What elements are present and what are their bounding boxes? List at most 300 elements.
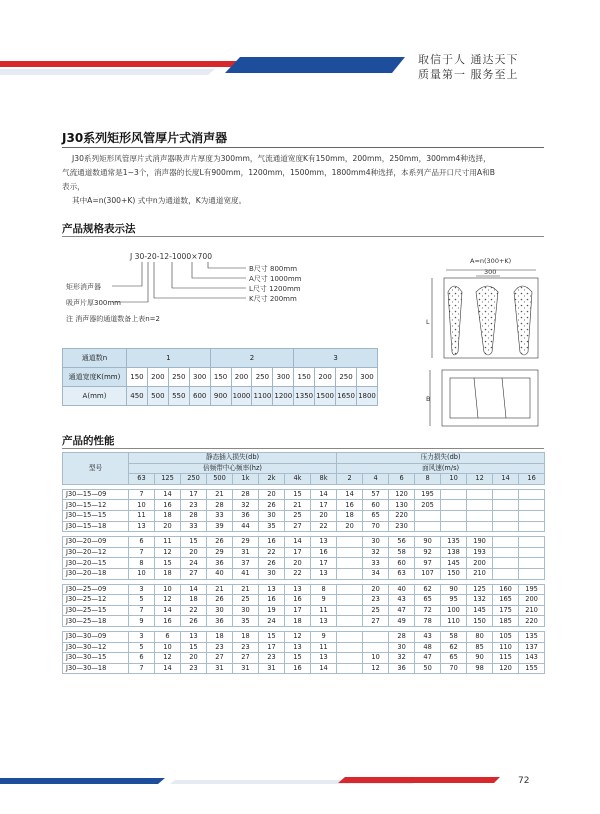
perf-pressure-loss-cell	[519, 558, 545, 569]
perf-pressure-loss-cell	[493, 547, 519, 558]
perf-insert-loss-cell: 10	[129, 500, 155, 511]
code-a: A尺寸 1000mm	[249, 275, 302, 283]
spec-a-cell: 1100	[252, 387, 273, 406]
table-row	[63, 631, 545, 642]
perf-col-octave: 倍频带中心频率(hz)	[129, 463, 337, 474]
perf-pressure-loss-cell: 135	[441, 537, 467, 548]
perf-model-cell: J30—30—18	[63, 663, 129, 674]
perf-model-cell: J30—20—12	[63, 547, 129, 558]
perf-insert-loss-cell: 31	[207, 663, 233, 674]
perf-pressure-loss-cell: 205	[415, 500, 441, 511]
perf-insert-loss-cell: 35	[233, 616, 259, 627]
perf-pressure-loss-cell: 32	[389, 653, 415, 664]
perf-insert-loss-cell: 32	[233, 500, 259, 511]
perf-pressure-loss-cell: 90	[441, 584, 467, 595]
perf-pressure-loss-cell: 62	[441, 642, 467, 653]
perf-pressure-loss-cell	[519, 568, 545, 579]
perf-insert-loss-cell: 35	[259, 521, 285, 532]
perf-col-pressure: 压力损失(db)	[337, 453, 545, 464]
perf-pressure-loss-cell: 145	[441, 558, 467, 569]
spec-a-cell: 500	[147, 387, 168, 406]
perf-insert-loss-cell: 21	[285, 500, 311, 511]
spec-k-cell: 300	[189, 368, 210, 387]
perf-pressure-loss-cell: 80	[467, 631, 493, 642]
perf-model-cell: J30—30—09	[63, 631, 129, 642]
perf-pressure-loss-cell: 43	[415, 631, 441, 642]
perf-pressure-loss-cell: 65	[441, 653, 467, 664]
perf-insert-loss-cell: 44	[233, 521, 259, 532]
perf-insert-loss-cell: 18	[207, 631, 233, 642]
perf-model-cell: J30—25—09	[63, 584, 129, 595]
perf-insert-loss-cell: 14	[155, 489, 181, 500]
perf-pressure-loss-cell: 110	[493, 642, 519, 653]
spec-row-k	[63, 368, 378, 387]
perf-pressure-loss-cell	[519, 537, 545, 548]
perf-pressure-loss-cell	[519, 521, 545, 532]
perf-pressure-loss-cell: 145	[467, 605, 493, 616]
perf-pressure-loss-cell	[441, 500, 467, 511]
spec-k-cell: 150	[210, 368, 231, 387]
perf-insert-loss-cell: 9	[311, 595, 337, 606]
perf-insert-loss-cell: 14	[311, 489, 337, 500]
perf-pressure-loss-cell: 49	[389, 616, 415, 627]
perf-pressure-loss-cell: 25	[363, 605, 389, 616]
perf-insert-loss-cell: 36	[233, 510, 259, 521]
perf-insert-loss-cell: 14	[285, 537, 311, 548]
perf-insert-loss-cell: 33	[181, 521, 207, 532]
perf-insert-loss-cell: 21	[207, 584, 233, 595]
table-row	[63, 521, 545, 532]
perf-model-cell: J30—15—18	[63, 521, 129, 532]
spec-row-n	[63, 349, 378, 368]
perf-insert-loss-cell: 16	[311, 547, 337, 558]
perf-pressure-loss-cell: 107	[415, 568, 441, 579]
perf-pressure-loss-cell: 110	[441, 616, 467, 627]
perf-insert-loss-cell: 6	[155, 631, 181, 642]
perf-pressure-loss-cell: 18	[337, 510, 363, 521]
perf-insert-loss-cell: 29	[207, 547, 233, 558]
perf-header-row-1	[63, 453, 545, 464]
perf-insert-loss-cell: 21	[207, 489, 233, 500]
spec-n-1: 1	[127, 349, 211, 368]
page-number: 72	[518, 776, 530, 786]
table-row	[63, 537, 545, 548]
perf-pressure-loss-cell	[363, 642, 389, 653]
perf-insert-loss-cell: 7	[129, 489, 155, 500]
perf-insert-loss-cell: 20	[259, 489, 285, 500]
perf-insert-loss-cell: 18	[285, 616, 311, 627]
perf-pressure-loss-cell: 120	[493, 663, 519, 674]
spec-label-k: 通道宽度K(mm)	[63, 368, 127, 387]
table-row	[63, 558, 545, 569]
perf-insert-loss-cell: 16	[285, 663, 311, 674]
spec-a-cell: 550	[168, 387, 189, 406]
perf-pressure-loss-cell: 160	[493, 584, 519, 595]
spec-a-cell: 600	[189, 387, 210, 406]
perf-insert-loss-cell: 26	[259, 558, 285, 569]
perf-insert-loss-cell: 17	[181, 489, 207, 500]
perf-insert-loss-cell: 11	[155, 537, 181, 548]
perf-insert-loss-cell: 16	[155, 616, 181, 627]
silencer-diagram	[418, 256, 548, 431]
perf-pressure-loss-cell	[415, 521, 441, 532]
spec-a-cell: 450	[127, 387, 148, 406]
perf-insert-loss-cell: 17	[285, 605, 311, 616]
perf-velocity-header: 16	[519, 474, 545, 485]
spec-k-cell: 300	[273, 368, 294, 387]
perf-insert-loss-cell: 7	[129, 605, 155, 616]
perf-pressure-loss-cell: 40	[389, 584, 415, 595]
perf-heading: 产品的性能	[62, 435, 115, 447]
perf-pressure-loss-cell: 90	[467, 653, 493, 664]
perf-freq-header: 63	[129, 474, 155, 485]
perf-insert-loss-cell: 12	[155, 595, 181, 606]
perf-insert-loss-cell: 23	[207, 642, 233, 653]
perf-pressure-loss-cell: 230	[389, 521, 415, 532]
perf-pressure-loss-cell: 200	[519, 595, 545, 606]
diagram-side-b: B	[426, 395, 431, 403]
perf-pressure-loss-cell: 78	[415, 616, 441, 627]
spec-k-cell: 250	[252, 368, 273, 387]
perf-insert-loss-cell: 19	[259, 605, 285, 616]
perf-insert-loss-cell: 29	[233, 537, 259, 548]
perf-pressure-loss-cell: 143	[519, 653, 545, 664]
perf-insert-loss-cell: 14	[311, 663, 337, 674]
perf-insert-loss-cell: 13	[259, 584, 285, 595]
perf-insert-loss-cell: 13	[181, 631, 207, 642]
perf-model-cell: J30—15—12	[63, 500, 129, 511]
perf-pressure-loss-cell	[337, 568, 363, 579]
perf-insert-loss-cell: 26	[181, 616, 207, 627]
perf-insert-loss-cell: 7	[129, 663, 155, 674]
perf-insert-loss-cell: 21	[233, 584, 259, 595]
perf-freq-header: 500	[207, 474, 233, 485]
perf-pressure-loss-cell	[337, 595, 363, 606]
perf-insert-loss-cell: 15	[259, 631, 285, 642]
spec-k-cell: 250	[168, 368, 189, 387]
perf-insert-loss-cell: 28	[181, 510, 207, 521]
perf-pressure-loss-cell	[493, 489, 519, 500]
perf-pressure-loss-cell	[337, 642, 363, 653]
spec-heading-underline	[62, 236, 544, 237]
code-b: B尺寸 800mm	[249, 265, 298, 273]
perf-insert-loss-cell: 22	[181, 605, 207, 616]
perf-pressure-loss-cell: 200	[467, 558, 493, 569]
perf-velocity-header: 4	[363, 474, 389, 485]
perf-pressure-loss-cell: 50	[415, 663, 441, 674]
perf-model-cell: J30—30—12	[63, 642, 129, 653]
perf-insert-loss-cell: 20	[285, 558, 311, 569]
code-k: K尺寸 200mm	[249, 295, 297, 303]
spec-n-2: 2	[210, 349, 294, 368]
perf-insert-loss-cell: 26	[207, 595, 233, 606]
perf-insert-loss-cell: 5	[129, 595, 155, 606]
perf-velocity-header: 14	[493, 474, 519, 485]
perf-insert-loss-cell: 17	[285, 547, 311, 558]
table-row	[63, 595, 545, 606]
perf-pressure-loss-cell: 220	[389, 510, 415, 521]
perf-insert-loss-cell: 23	[259, 653, 285, 664]
perf-pressure-loss-cell	[337, 663, 363, 674]
perf-insert-loss-cell: 27	[181, 568, 207, 579]
perf-pressure-loss-cell: 100	[441, 605, 467, 616]
perf-pressure-loss-cell: 115	[493, 653, 519, 664]
perf-insert-loss-cell: 37	[233, 558, 259, 569]
model-code: J 30-20-12-1000×700	[130, 252, 213, 261]
perf-insert-loss-cell: 8	[311, 584, 337, 595]
spec-k-cell: 150	[294, 368, 315, 387]
perf-pressure-loss-cell: 63	[389, 568, 415, 579]
perf-insert-loss-cell: 33	[207, 510, 233, 521]
perf-pressure-loss-cell: 60	[363, 500, 389, 511]
spec-a-cell: 1200	[273, 387, 294, 406]
table-row	[63, 605, 545, 616]
table-row	[63, 510, 545, 521]
perf-freq-header: 125	[155, 474, 181, 485]
perf-insert-loss-cell: 23	[181, 500, 207, 511]
table-row	[63, 489, 545, 500]
intro-text	[62, 152, 547, 208]
perf-pressure-loss-cell: 47	[389, 605, 415, 616]
spec-table	[62, 348, 378, 406]
spec-label-a: A(mm)	[63, 387, 127, 406]
perf-pressure-loss-cell: 28	[389, 631, 415, 642]
spec-heading: 产品规格表示法	[62, 223, 136, 235]
perf-pressure-loss-cell	[467, 500, 493, 511]
perf-insert-loss-cell: 11	[311, 605, 337, 616]
perf-pressure-loss-cell	[467, 489, 493, 500]
perf-freq-header: 2k	[259, 474, 285, 485]
perf-insert-loss-cell: 30	[207, 605, 233, 616]
spec-k-cell: 300	[356, 368, 377, 387]
perf-insert-loss-cell: 10	[129, 568, 155, 579]
intro-line-2: 气流通道数通常是1~3个，消声器的长度L有900mm，1200mm，1500mm，1800mm4种选择，本系列产品开口尺寸用A和B	[62, 168, 495, 177]
perf-pressure-loss-cell	[337, 558, 363, 569]
perf-pressure-loss-cell: 34	[363, 568, 389, 579]
perf-insert-loss-cell: 8	[129, 558, 155, 569]
perf-insert-loss-cell: 36	[207, 558, 233, 569]
spec-a-cell: 900	[210, 387, 231, 406]
spec-a-cell: 1650	[336, 387, 357, 406]
perf-insert-loss-cell: 22	[259, 547, 285, 558]
perf-pressure-loss-cell: 23	[363, 595, 389, 606]
perf-insert-loss-cell: 13	[285, 584, 311, 595]
perf-col-insert-loss: 静态插入损失(db)	[129, 453, 337, 464]
perf-freq-header: 4k	[285, 474, 311, 485]
perf-velocity-header: 12	[467, 474, 493, 485]
perf-pressure-loss-cell	[493, 510, 519, 521]
code-leader-lines	[108, 260, 248, 310]
perf-insert-loss-cell: 15	[181, 537, 207, 548]
diagram-dim-300: 300	[484, 268, 497, 276]
perf-insert-loss-cell: 20	[155, 521, 181, 532]
perf-pressure-loss-cell	[493, 521, 519, 532]
spec-label-n: 通道数n	[63, 349, 127, 368]
perf-velocity-header: 6	[389, 474, 415, 485]
intro-line-1: J30系列矩形风管厚片式消声器吸声片厚度为300mm，气流通道宽度K有150mm，200mm，250mm，300mm4种选择，	[72, 154, 491, 163]
intro-line-3: 表示，	[62, 182, 85, 191]
diagram-side-l: L	[426, 318, 430, 326]
perf-insert-loss-cell: 26	[259, 500, 285, 511]
perf-pressure-loss-cell: 135	[519, 631, 545, 642]
perf-pressure-loss-cell: 150	[467, 616, 493, 627]
perf-pressure-loss-cell: 57	[363, 489, 389, 500]
table-row	[63, 500, 545, 511]
perf-model-cell: J30—20—09	[63, 537, 129, 548]
code-note: 注 消声器的通道数备上表n=2	[66, 315, 160, 323]
perf-insert-loss-cell: 12	[285, 631, 311, 642]
perf-insert-loss-cell: 24	[259, 616, 285, 627]
perf-insert-loss-cell: 31	[259, 663, 285, 674]
code-left-1: 矩形消声器	[66, 283, 101, 291]
perf-insert-loss-cell: 20	[181, 547, 207, 558]
perf-pressure-loss-cell: 95	[441, 595, 467, 606]
perf-insert-loss-cell: 18	[181, 595, 207, 606]
perf-model-cell: J30—15—09	[63, 489, 129, 500]
perf-pressure-loss-cell	[441, 521, 467, 532]
perf-pressure-loss-cell	[337, 605, 363, 616]
perf-insert-loss-cell: 17	[259, 642, 285, 653]
spec-a-cell: 1500	[315, 387, 336, 406]
perf-pressure-loss-cell: 30	[363, 537, 389, 548]
perf-insert-loss-cell: 20	[311, 510, 337, 521]
perf-col-model: 型号	[63, 453, 129, 485]
perf-pressure-loss-cell: 32	[363, 547, 389, 558]
perf-insert-loss-cell: 31	[233, 663, 259, 674]
perf-pressure-loss-cell	[337, 616, 363, 627]
perf-pressure-loss-cell: 43	[389, 595, 415, 606]
perf-pressure-loss-cell: 210	[467, 568, 493, 579]
perf-insert-loss-cell: 18	[155, 510, 181, 521]
spec-k-cell: 200	[231, 368, 252, 387]
perf-pressure-loss-cell	[467, 521, 493, 532]
perf-insert-loss-cell: 27	[233, 653, 259, 664]
perf-insert-loss-cell: 16	[259, 595, 285, 606]
perf-insert-loss-cell: 12	[155, 653, 181, 664]
perf-pressure-loss-cell: 137	[519, 642, 545, 653]
perf-freq-header: 1k	[233, 474, 259, 485]
perf-heading-underline	[62, 448, 544, 449]
spec-n-3: 3	[294, 349, 378, 368]
perf-pressure-loss-cell	[493, 537, 519, 548]
perf-insert-loss-cell: 16	[155, 500, 181, 511]
perf-pressure-loss-cell: 47	[415, 653, 441, 664]
perf-insert-loss-cell: 18	[233, 631, 259, 642]
perf-pressure-loss-cell: 210	[519, 605, 545, 616]
perf-model-cell: J30—30—15	[63, 653, 129, 664]
perf-pressure-loss-cell: 10	[363, 653, 389, 664]
perf-model-cell: J30—20—18	[63, 568, 129, 579]
perf-pressure-loss-cell: 48	[415, 642, 441, 653]
slogan	[418, 52, 568, 82]
perf-insert-loss-cell: 27	[285, 521, 311, 532]
perf-insert-loss-cell: 3	[129, 584, 155, 595]
performance-table	[62, 452, 545, 674]
perf-insert-loss-cell: 11	[129, 510, 155, 521]
perf-pressure-loss-cell: 105	[493, 631, 519, 642]
perf-pressure-loss-cell	[337, 537, 363, 548]
perf-pressure-loss-cell	[337, 547, 363, 558]
table-row	[63, 653, 545, 664]
perf-insert-loss-cell: 17	[311, 500, 337, 511]
perf-insert-loss-cell: 22	[285, 568, 311, 579]
perf-insert-loss-cell: 23	[233, 642, 259, 653]
perf-model-cell: J30—20—15	[63, 558, 129, 569]
perf-insert-loss-cell: 7	[129, 547, 155, 558]
perf-insert-loss-cell: 40	[207, 568, 233, 579]
perf-pressure-loss-cell: 56	[389, 537, 415, 548]
slogan-line-1: 取信于人 通达天下	[418, 53, 519, 66]
spec-a-cell: 1000	[231, 387, 252, 406]
perf-pressure-loss-cell: 155	[519, 663, 545, 674]
perf-model-cell: J30—25—18	[63, 616, 129, 627]
table-row	[63, 568, 545, 579]
perf-insert-loss-cell: 30	[259, 510, 285, 521]
perf-pressure-loss-cell	[441, 489, 467, 500]
perf-insert-loss-cell: 6	[129, 537, 155, 548]
perf-pressure-loss-cell: 130	[389, 500, 415, 511]
perf-pressure-loss-cell: 150	[441, 568, 467, 579]
perf-insert-loss-cell: 24	[181, 558, 207, 569]
perf-pressure-loss-cell: 195	[519, 584, 545, 595]
perf-pressure-loss-cell: 72	[415, 605, 441, 616]
perf-pressure-loss-cell: 195	[415, 489, 441, 500]
perf-insert-loss-cell: 30	[259, 568, 285, 579]
perf-insert-loss-cell: 25	[233, 595, 259, 606]
table-row	[63, 616, 545, 627]
perf-insert-loss-cell: 9	[129, 616, 155, 627]
spec-a-cell: 1350	[294, 387, 315, 406]
perf-pressure-loss-cell: 97	[415, 558, 441, 569]
perf-pressure-loss-cell: 193	[467, 547, 493, 558]
perf-pressure-loss-cell: 120	[389, 489, 415, 500]
perf-pressure-loss-cell	[519, 500, 545, 511]
perf-pressure-loss-cell	[493, 558, 519, 569]
spec-a-cell: 1800	[356, 387, 377, 406]
perf-insert-loss-cell: 20	[181, 653, 207, 664]
perf-model-cell: J30—15—15	[63, 510, 129, 521]
perf-pressure-loss-cell: 138	[441, 547, 467, 558]
perf-pressure-loss-cell	[363, 631, 389, 642]
code-l: L尺寸 1200mm	[249, 285, 301, 293]
perf-pressure-loss-cell	[519, 547, 545, 558]
perf-pressure-loss-cell	[337, 653, 363, 664]
perf-pressure-loss-cell	[519, 510, 545, 521]
perf-pressure-loss-cell	[337, 631, 363, 642]
table-row	[63, 642, 545, 653]
perf-pressure-loss-cell	[441, 510, 467, 521]
section-title: J30系列矩形风管厚片式消声器	[62, 131, 228, 145]
perf-insert-loss-cell: 6	[129, 653, 155, 664]
perf-pressure-loss-cell: 132	[467, 595, 493, 606]
title-underline	[62, 147, 544, 148]
perf-pressure-loss-cell: 14	[337, 489, 363, 500]
perf-insert-loss-cell: 39	[207, 521, 233, 532]
perf-pressure-loss-cell: 85	[467, 642, 493, 653]
perf-insert-loss-cell: 25	[285, 510, 311, 521]
table-row	[63, 547, 545, 558]
table-row	[63, 663, 545, 674]
perf-insert-loss-cell: 18	[155, 568, 181, 579]
perf-insert-loss-cell: 12	[155, 547, 181, 558]
perf-velocity-header: 2	[337, 474, 363, 485]
spec-k-cell: 150	[127, 368, 148, 387]
perf-pressure-loss-cell: 33	[363, 558, 389, 569]
perf-insert-loss-cell: 3	[129, 631, 155, 642]
perf-model-cell: J30—25—12	[63, 595, 129, 606]
perf-insert-loss-cell: 31	[233, 547, 259, 558]
perf-pressure-loss-cell: 65	[363, 510, 389, 521]
